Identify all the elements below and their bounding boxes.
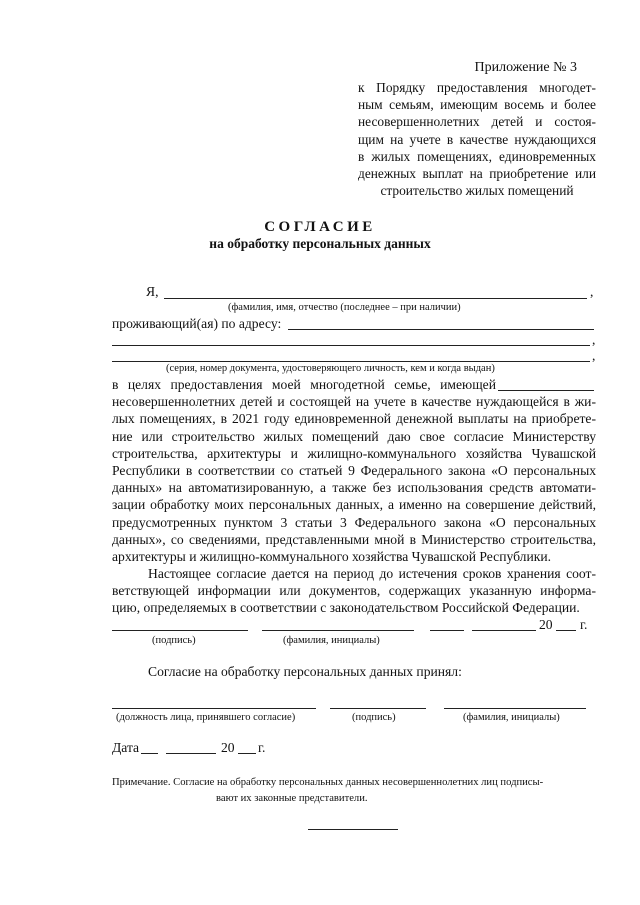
validity-line: Настоящее согласие дается на период до истечения сроков хранения соот- bbox=[148, 566, 596, 582]
body-line: в целях предоставления моей многодетной семье, имеющей bbox=[112, 377, 496, 392]
footnote bbox=[112, 775, 596, 807]
appendix-line: денежных выплат на приобретение или bbox=[358, 166, 596, 182]
appendix-reference bbox=[358, 79, 596, 199]
appendix-line: в жилых помещениях, единовременных bbox=[358, 148, 596, 164]
position-line[interactable] bbox=[112, 708, 316, 709]
signature-caption: (подпись) bbox=[152, 635, 196, 646]
body-line: предусмотренных пунктом 3 статьи 3 Федерального закона «О персональных bbox=[112, 514, 596, 530]
date-year-line[interactable] bbox=[238, 753, 256, 754]
acceptor-signature-caption: (подпись) bbox=[352, 712, 396, 723]
appendix-line: щим на учете в качестве нуждающихся bbox=[358, 131, 596, 147]
document-comma: , bbox=[592, 348, 596, 363]
date-day-line[interactable] bbox=[141, 753, 158, 754]
date-year-prefix: 20 bbox=[221, 740, 235, 755]
name-line[interactable] bbox=[262, 630, 414, 631]
address-field-line[interactable] bbox=[288, 329, 594, 330]
body-line: ние или строительство жилых помещений даю свое согласие Министерству bbox=[112, 428, 596, 444]
appendix-line: ным семьям, имеющим восемь и более bbox=[358, 97, 596, 113]
appendix-line: несовершеннолетних детей и состоя- bbox=[358, 114, 596, 130]
year-prefix: 20 bbox=[539, 617, 553, 632]
address-field-line-2[interactable] bbox=[112, 345, 590, 346]
signature-line[interactable] bbox=[112, 630, 248, 631]
year-line[interactable] bbox=[556, 630, 576, 631]
acceptor-signature-line[interactable] bbox=[330, 708, 426, 709]
day-line[interactable] bbox=[430, 630, 464, 631]
fio-comma: , bbox=[590, 284, 594, 299]
appendix-title: Приложение № 3 bbox=[474, 60, 577, 75]
date-month-line[interactable] bbox=[166, 753, 216, 754]
name-caption: (фамилия, инициалы) bbox=[283, 635, 380, 646]
body-line: лых помещениях, в 2021 году единовременной денежной выплаты на приобрете- bbox=[112, 411, 596, 427]
fio-caption: (фамилия, имя, отчество (последнее – при наличии) bbox=[228, 302, 461, 313]
year-suffix: г. bbox=[580, 617, 588, 632]
validity-line: ветствующей информации или документов, содержащих указанную информа- bbox=[112, 583, 596, 599]
appendix-line: к Порядку предоставления многодет- bbox=[358, 80, 596, 95]
body-line: строительства, архитектуры и жилищно-коммунального хозяйства Чувашской bbox=[112, 445, 596, 461]
document-caption: (серия, номер документа, удостоверяющего личность, кем и когда выдан) bbox=[166, 363, 495, 374]
month-line[interactable] bbox=[472, 630, 536, 631]
appendix-line: строительство жилых помещений bbox=[380, 183, 574, 199]
children-count-line[interactable] bbox=[498, 390, 594, 391]
validity-line: цию, определяемых в соответствии с законодательством Российской Федерации. bbox=[112, 600, 580, 616]
document-subtitle: на обработку персональных данных bbox=[209, 236, 431, 251]
address-label: проживающий(ая) по адресу: bbox=[112, 316, 282, 331]
closing-separator bbox=[308, 829, 398, 830]
acceptance-text: Согласие на обработку персональных данных принял: bbox=[148, 664, 462, 679]
body-line: несовершеннолетних детей и состоящей на учете в качестве нуждающейся в жи- bbox=[112, 394, 596, 410]
date-year-suffix: г. bbox=[258, 740, 266, 755]
acceptor-name-line[interactable] bbox=[444, 708, 586, 709]
position-caption: (должность лица, принявшего согласие) bbox=[116, 712, 296, 723]
body-line: данных» на автоматизированную, а также без использования средств автомати- bbox=[112, 480, 596, 496]
body-line: зации обработку моих персональных данных, а именно на совершение действий, bbox=[112, 497, 596, 513]
ya-label: Я, bbox=[146, 284, 159, 299]
body-line: Республики в соответствии со статьей 9 Федерального закона «О персональных bbox=[112, 462, 596, 478]
note-line: вают их законные представители. bbox=[216, 793, 368, 804]
address-comma: , bbox=[592, 332, 596, 347]
body-line: архитектуры и жилищно-коммунального хозяйства Чувашской Республики. bbox=[112, 548, 552, 564]
acceptor-name-caption: (фамилия, инициалы) bbox=[463, 712, 560, 723]
body-line: данных», со сведениями, представленными мной в Министерство строительства, bbox=[112, 531, 596, 547]
note-line: Примечание. Согласие на обработку персональных данных несовершеннолетних лиц подписы- bbox=[112, 777, 544, 788]
consent-body bbox=[112, 376, 596, 617]
fio-field-line[interactable] bbox=[164, 298, 587, 299]
date-label: Дата bbox=[112, 740, 140, 755]
document-field-line[interactable] bbox=[112, 361, 590, 362]
document-title: СОГЛАСИЕ bbox=[264, 219, 376, 235]
